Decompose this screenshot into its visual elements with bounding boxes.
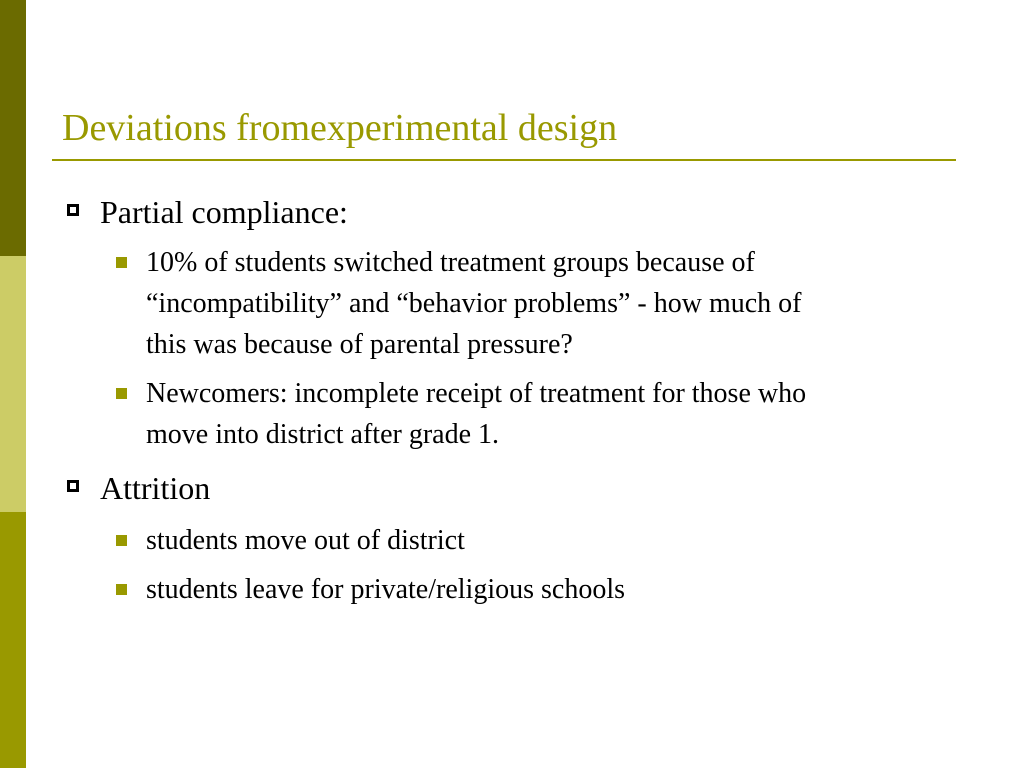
bullet-line: students move out of district [146,525,465,556]
title-divider [52,159,956,161]
hollow-square-bullet-icon [67,204,79,216]
subbullet-private-schools [146,569,946,610]
bullet-line: 10% of students switched treatment groups because of [146,247,755,278]
filled-square-bullet-icon [116,584,127,595]
bullet-text: Attrition [100,470,211,506]
sidebar-segment-bottom [0,512,26,768]
subbullet-newcomers [146,373,946,455]
subbullet-switched-groups [146,242,946,365]
bullet-line: Newcomers: incomplete receipt of treatment for those who [146,378,807,409]
sidebar-segment-top [0,0,26,256]
bullet-partial-compliance [100,192,348,232]
subbullet-move-out [146,520,946,561]
bullet-text: Partial compliance: [100,194,348,230]
bullet-attrition [100,468,210,508]
bullet-line: “incompatibility” and “behavior problems” - how much of [146,288,802,319]
filled-square-bullet-icon [116,388,127,399]
sidebar-segment-middle [0,256,26,512]
bullet-line: move into district after grade 1. [146,419,499,450]
hollow-square-bullet-icon [67,480,79,492]
filled-square-bullet-icon [116,257,127,268]
bullet-line: this was because of parental pressure? [146,329,573,360]
slide-title: Deviations fromexperimental design [62,107,618,149]
bullet-line: students leave for private/religious schools [146,574,625,605]
filled-square-bullet-icon [116,535,127,546]
decorative-sidebar [0,0,26,768]
